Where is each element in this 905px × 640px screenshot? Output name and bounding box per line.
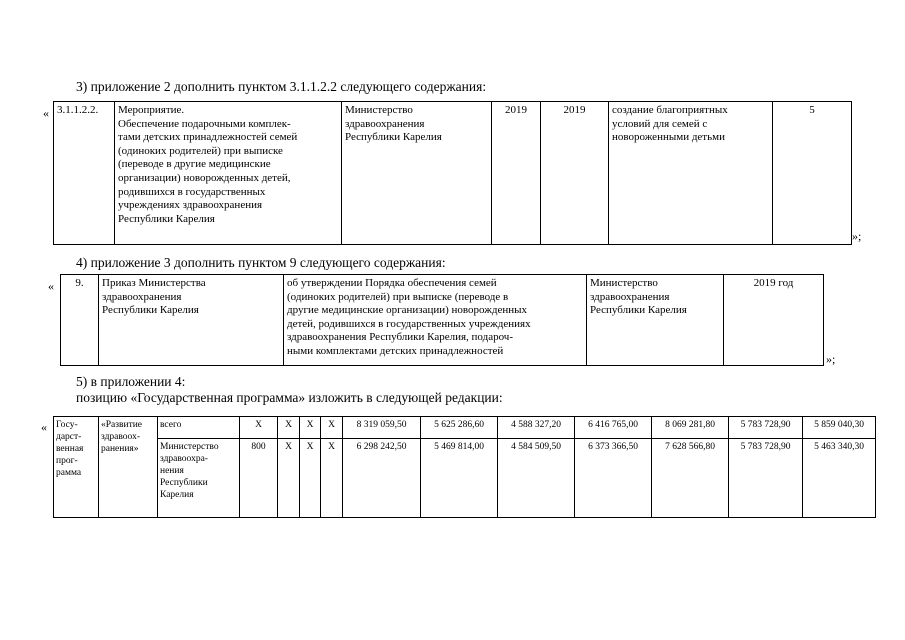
program-name: «Развитие здравоох- ранения» bbox=[99, 417, 158, 518]
row-value: 4 588 327,20 bbox=[498, 417, 575, 439]
open-quote-2: « bbox=[48, 279, 54, 293]
row-csr: Х bbox=[300, 439, 321, 518]
table-state-program bbox=[53, 416, 876, 518]
row-value: 7 628 566,80 bbox=[652, 439, 729, 518]
row-value: 5 625 286,60 bbox=[421, 417, 498, 439]
row-value: 6 416 765,00 bbox=[575, 417, 652, 439]
row-value: 6 373 366,50 bbox=[575, 439, 652, 518]
table-row bbox=[54, 417, 876, 439]
close-quote-1: »; bbox=[852, 229, 862, 243]
table-row bbox=[61, 275, 824, 366]
item-result: создание благоприятных условий для семей с новороженными детьми bbox=[609, 102, 773, 245]
row-value: 8 319 059,50 bbox=[343, 417, 421, 439]
row-value: 5 463 340,30 bbox=[803, 439, 876, 518]
row-rz: Х bbox=[278, 417, 300, 439]
item-document: Приказ Министерства здравоохранения Республики Карелия bbox=[99, 275, 284, 366]
open-quote-1: « bbox=[43, 106, 49, 120]
program-status: Госу- дарст- венная прог- рамма bbox=[54, 417, 99, 518]
row-value: 5 859 040,30 bbox=[803, 417, 876, 439]
row-csr: Х bbox=[300, 417, 321, 439]
paragraph-3: 3) приложение 2 дополнить пунктом 3.1.1.2.2 следующего содержания: bbox=[76, 79, 487, 94]
row-value: 6 298 242,50 bbox=[343, 439, 421, 518]
item-executor: Министерство здравоохранения Республики Карелия bbox=[342, 102, 492, 245]
item-value: 5 bbox=[773, 102, 852, 245]
row-value: 5 783 728,90 bbox=[729, 439, 803, 518]
item-executor: Министерство здравоохранения Республики Карелия bbox=[587, 275, 724, 366]
row-value: 8 069 281,80 bbox=[652, 417, 729, 439]
row-responsible: Министерство здравоохра- нения Республики Карелия bbox=[158, 439, 240, 518]
table-item-9 bbox=[60, 274, 824, 366]
item-number: 9. bbox=[61, 275, 99, 366]
row-value: 4 584 509,50 bbox=[498, 439, 575, 518]
row-value: 5 783 728,90 bbox=[729, 417, 803, 439]
close-quote-2: »; bbox=[826, 352, 836, 366]
row-grbs: 800 bbox=[240, 439, 278, 518]
item-description: Мероприятие. Обеспечение подарочными комплек- тами детских принадлежностей семей (одиноких родителей) при выписке (переводе в другие медицинские организации) новорожденных детей, родившихся в государственных учреждениях здравоохранения Республики Карелия bbox=[115, 102, 342, 245]
item-end-year: 2019 bbox=[541, 102, 609, 245]
paragraph-5-subtitle: позицию «Государственная программа» изложить в следующей редакции: bbox=[76, 390, 503, 405]
item-number: 3.1.1.2.2. bbox=[54, 102, 115, 245]
table-item-3-1-1-2-2 bbox=[53, 101, 852, 245]
paragraph-5: 5) в приложении 4: bbox=[76, 374, 186, 389]
item-description: об утверждении Порядка обеспечения семей (одиноких родителей) при выписке (переводе в другие медицинские организации) новорожденных детей, родившихся в государственных учреждениях здравоохранения Республики Карелия, подароч- ными комплектами детских принадлежностей bbox=[284, 275, 587, 366]
item-year: 2019 год bbox=[724, 275, 824, 366]
row-vr: Х bbox=[321, 439, 343, 518]
table-row bbox=[54, 439, 876, 518]
table-row bbox=[54, 102, 852, 245]
item-start-year: 2019 bbox=[492, 102, 541, 245]
open-quote-3: « bbox=[41, 420, 47, 434]
paragraph-4: 4) приложение 3 дополнить пунктом 9 следующего содержания: bbox=[76, 255, 446, 270]
row-rz: Х bbox=[278, 439, 300, 518]
row-vr: Х bbox=[321, 417, 343, 439]
row-value: 5 469 814,00 bbox=[421, 439, 498, 518]
row-grbs: Х bbox=[240, 417, 278, 439]
row-responsible: всего bbox=[158, 417, 240, 439]
